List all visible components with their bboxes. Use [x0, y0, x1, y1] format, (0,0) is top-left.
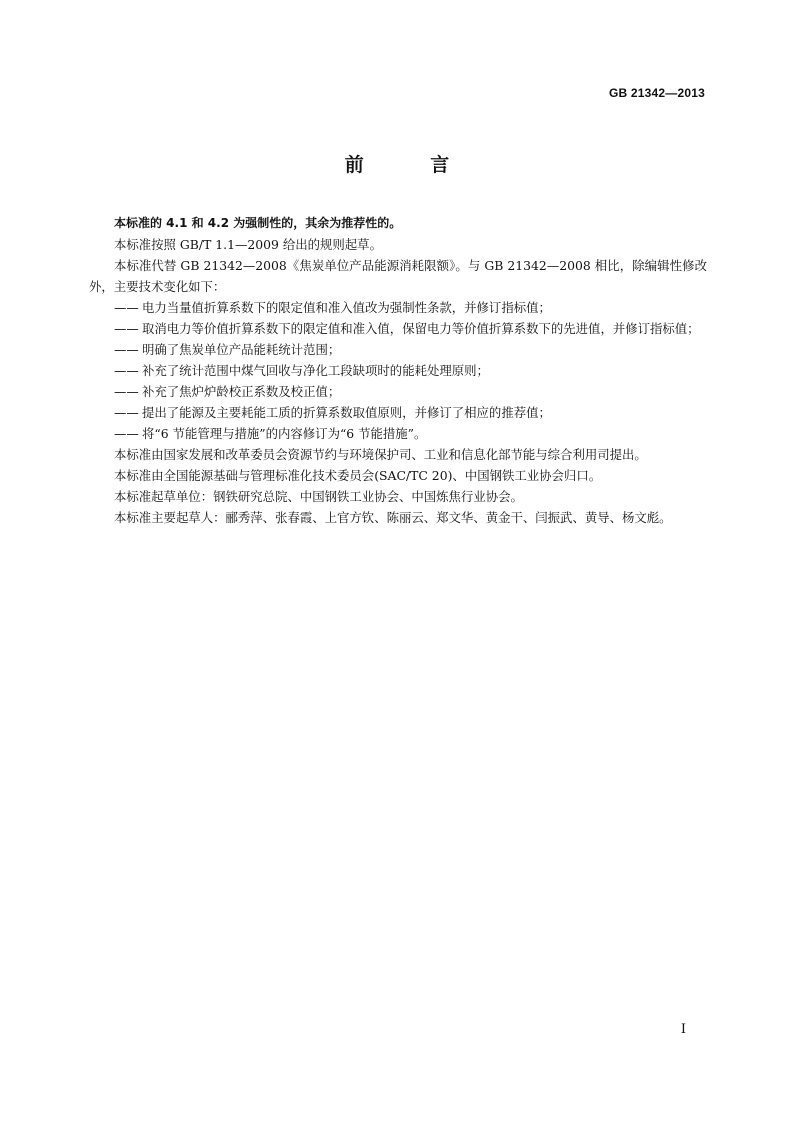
mandatory-statement: 本标准的 4.1 和 4.2 为强制性的，其余为推荐性的。	[114, 216, 402, 230]
dash-marker: ——	[114, 342, 139, 357]
change-item	[89, 360, 707, 381]
standard-code: GB 21342—2013	[609, 86, 705, 100]
change-item-text: 取消电力等价值折算系数下的限定值和准入值，保留电力等价值折算系数下的先进值，并修订指标值；	[142, 321, 700, 336]
change-item	[89, 423, 707, 444]
change-item-text: 将“6 节能管理与措施”的内容修订为“6 节能措施”。	[142, 426, 427, 441]
page-number: I	[680, 1022, 686, 1037]
dash-marker: ——	[114, 300, 139, 315]
drafters-paragraph: 本标准主要起草人：郦秀萍、张春霞、上官方钦、陈丽云、郑文华、黄金干、闫振武、黄导、杨文彪。	[114, 510, 672, 525]
foreword-body	[89, 213, 707, 528]
drafting-units-paragraph: 本标准起草单位：钢铁研究总院、中国钢铁工业协会、中国炼焦行业协会。	[114, 489, 523, 504]
change-item-text: 明确了焦炭单位产品能耗统计范围；	[142, 342, 341, 357]
dash-marker: ——	[114, 384, 139, 399]
change-item-text: 补充了焦炉炉龄校正系数及校正值；	[142, 384, 341, 399]
change-item	[89, 402, 707, 423]
change-item	[89, 339, 707, 360]
dash-marker: ——	[114, 426, 139, 441]
change-item-text: 电力当量值折算系数下的限定值和准入值改为强制性条款，并修订指标值；	[142, 300, 551, 315]
managed-by-paragraph: 本标准由全国能源基础与管理标准化技术委员会(SAC/TC 20)、中国钢铁工业协会归口。	[114, 468, 602, 483]
drafting-rules-paragraph: 本标准按照 GB/T 1.1—2009 给出的规则起草。	[114, 237, 382, 252]
change-item	[89, 381, 707, 402]
page-title: 前 言	[344, 154, 480, 176]
dash-marker: ——	[114, 405, 139, 420]
dash-marker: ——	[114, 321, 139, 336]
change-item	[89, 318, 707, 339]
dash-marker: ——	[114, 363, 139, 378]
replaces-paragraph: 本标准代替 GB 21342—2008《焦炭单位产品能源消耗限额》。与 GB 21342—2008 相比，除编辑性修改外，主要技术变化如下：	[89, 258, 707, 294]
proposed-by-paragraph: 本标准由国家发展和改革委员会资源节约与环境保护司、工业和信息化部节能与综合利用司提出。	[114, 447, 647, 462]
change-item	[89, 297, 707, 318]
change-item-text: 提出了能源及主要耗能工质的折算系数取值原则，并修订了相应的推荐值；	[142, 405, 551, 420]
change-item-text: 补充了统计范围中煤气回收与净化工段缺项时的能耗处理原则；	[142, 363, 489, 378]
